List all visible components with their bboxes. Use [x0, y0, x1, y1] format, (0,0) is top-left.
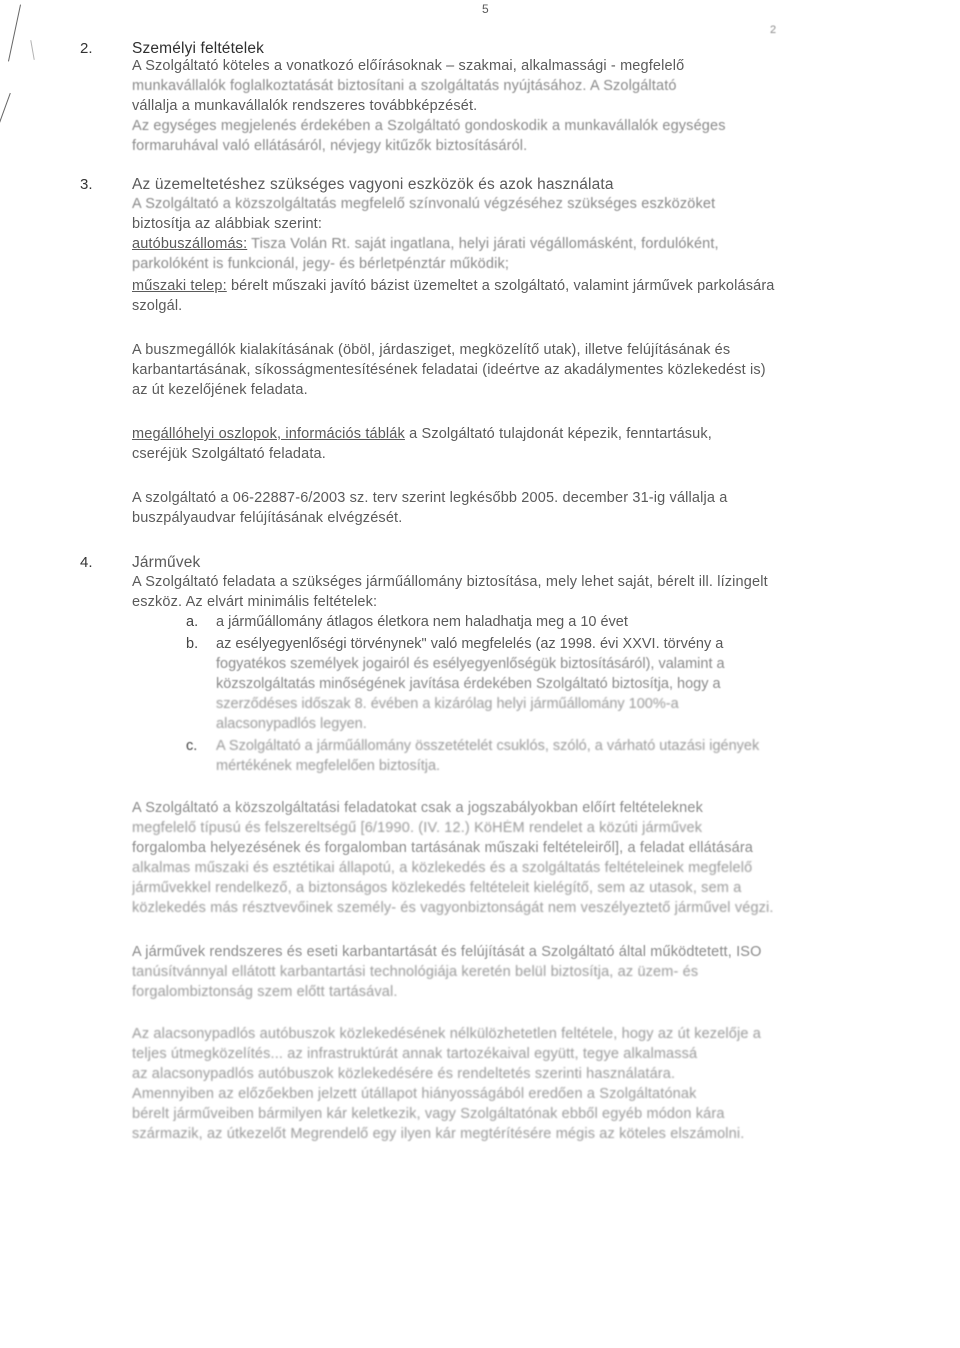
stops-para-line: karbantartásának, síkosságmentesítésének feladatai (ideértve az akadálymentes közlekedést is) — [132, 362, 766, 378]
section-4-number: 4. — [80, 554, 93, 571]
list-item-text: az esélyegyenlőségi törvénynek" való megfelelés (az 1998. évi XXVI. törvény a — [216, 636, 724, 652]
tech-site-text: bérelt műszaki javító bázist üzemeltet a szolgáltató, valamint járművek parkolására — [226, 278, 775, 294]
section-3-intro-line: A Szolgáltató a közszolgáltatás megfelelő színvonalú végzéséhez szükséges eszközöket — [132, 196, 716, 212]
corner-mark: 2 — [770, 24, 777, 36]
section-2-line: vállalja a munkavállalók rendszeres továbbképzését. — [132, 98, 478, 114]
lane-para-line: buszpályaudvar felújításának elvégzését. — [132, 510, 403, 526]
list-item-text: a járműállomány átlagos életkora nem haladhatja meg a 10 évet — [216, 614, 628, 630]
poles-text: a Szolgáltató tulajdonát képezik, fenntartásuk, — [404, 426, 712, 442]
list-item-marker: b. — [186, 636, 199, 652]
tech-site-label: műszaki telep: — [132, 278, 227, 294]
tech-site-line — [132, 278, 872, 295]
lowfloor-para-line: származik, az útkezelőt Megrendelő egy ilyen kár megtérítésére mégis az köteles elszámolni. — [132, 1126, 745, 1142]
bus-station-text: Tisza Volán Rt. saját ingatlana, helyi járati végállomásként, fordulóként, — [247, 236, 719, 252]
maintenance-para-line: forgalombiztonság szem előtt tartásával. — [132, 984, 398, 1000]
list-item-text: mértékének megfelelően biztosítja. — [216, 758, 441, 774]
section-3-intro-line: biztosítja az alábbiak szerint: — [132, 216, 323, 232]
bus-station-line — [132, 236, 872, 253]
list-item-marker: c. — [186, 738, 198, 754]
page-number: 5 — [482, 2, 489, 16]
list-item-text: alacsonypadlós legyen. — [216, 716, 367, 732]
section-2-number: 2. — [80, 40, 93, 57]
lowfloor-para-line: teljes útmegközelítés... az infrastruktúrát annak tartozékaival együtt, tegye alkalmassá — [132, 1046, 698, 1062]
list-item-text: szerződéses időszak 8. évében a kizárólag helyi járműállomány 100%-a — [216, 696, 679, 712]
section-2-line: Az egységes megjelenés érdekében a Szolgáltató gondoskodik a munkavállalók egységes — [132, 118, 726, 134]
section-2-line: munkavállalók foglalkoztatását biztosítani a szolgáltatás nyújtásához. A Szolgáltató — [132, 78, 677, 94]
vehicle-para-line: A Szolgáltató a közszolgáltatási feladatokat csak a jogszabályokban előírt feltételeknek — [132, 800, 703, 816]
stops-para-line: az út kezelőjének feladata. — [132, 382, 308, 398]
list-item-text: fogyatékos személyek jogairól és esélyegyenlőségük biztosításáról), valamint a — [216, 656, 725, 672]
lane-para-line: A szolgáltató a 06-22887-6/2003 sz. terv szerint legkésőbb 2005. december 31-ig vállalja a — [132, 490, 728, 506]
list-item-text: A Szolgáltató a járműállomány összetételét csuklós, szóló, a várható utazási igények — [216, 738, 760, 754]
lowfloor-para-line: az alacsonypadlós autóbuszok közlekedésére és rendeltetés szerinti használatára. — [132, 1066, 676, 1082]
section-4-intro-line: eszköz. Az elvárt minimális feltételek: — [132, 594, 378, 610]
bus-station-cont: parkolóként is funkcionál, jegy- és bérletpénztár működik; — [132, 256, 510, 272]
scan-artifact-mark — [30, 40, 34, 60]
section-4-heading: Járművek — [132, 554, 201, 571]
vehicle-para-line: járművekkel rendelkező, a biztonságos közlekedés feltételeit kielégítő, sem az utasok, sem a — [132, 880, 742, 896]
maintenance-para-line: A járművek rendszeres és eseti karbantartását és felújítását a Szolgáltató által működtetett, ISO — [132, 944, 762, 960]
vehicle-para-line: közlekedés más résztvevőinek személy- és vagyonbiztonságát nem veszélyeztető járművel végzi. — [132, 900, 774, 916]
lowfloor-para-line: Az alacsonypadlós autóbuszok közlekedésének nélkülözhetetlen feltétele, hogy az út kezelője a — [132, 1026, 761, 1042]
tech-site-cont: szolgál. — [132, 298, 183, 314]
vehicle-para-line: alkalmas műszaki és esztétikai állapotú, a közlekedés és a szolgáltatás feltételeinek megfelelő — [132, 860, 753, 876]
section-3-number: 3. — [80, 176, 93, 193]
section-3-heading: Az üzemeltetéshez szükséges vagyoni eszközök és azok használata — [132, 176, 614, 193]
section-2-heading: Személyi feltételek — [132, 40, 265, 57]
section-2-line: formaruhával való ellátásáról, névjegy kitűzők biztosításáról. — [132, 138, 528, 154]
poles-cont: cseréjük Szolgáltató feladata. — [132, 446, 326, 462]
list-item-marker: a. — [186, 614, 199, 630]
scan-artifact-mark — [0, 93, 11, 125]
list-item-text: közszolgáltatás minőségének javítása érdekében Szolgáltató biztosítja, hogy a — [216, 676, 721, 692]
bus-station-label: autóbuszállomás: — [132, 236, 248, 252]
lowfloor-para-line: Amennyiben az előzőekben jelzett útállapot hiányosságából eredően a Szolgáltatónak — [132, 1086, 697, 1102]
scan-artifact-mark — [8, 5, 21, 62]
vehicle-para-line: forgalomba helyezésének és forgalomban tartásának műszaki feltételeiről], a feladat ellátására — [132, 840, 754, 856]
maintenance-para-line: tanúsítvánnyal ellátott karbantartási technológiája keretén belül biztosítja, az üzem- és — [132, 964, 699, 980]
poles-label: megállóhelyi oszlopok, információs táblák — [132, 426, 405, 442]
section-4-intro-line: A Szolgáltató feladata a szükséges járműállomány biztosítása, mely lehet saját, bérelt ill. lízingelt — [132, 574, 768, 590]
vehicle-para-line: megfelelő típusú és felszereltségű [6/1990. (IV. 12.) KöHÉM rendelet a közúti járművek — [132, 820, 703, 836]
section-2-line: A Szolgáltató köteles a vonatkozó előírásoknak – szakmai, alkalmassági - megfelelő — [132, 58, 685, 74]
poles-line — [132, 426, 872, 443]
stops-para-line: A buszmegállók kialakításának (öböl, járdasziget, megközelítő utak), illetve felújításának és — [132, 342, 731, 358]
lowfloor-para-line: bérelt járműveiben bármilyen kár keletkezik, vagy Szolgáltatónak ebből egyéb módon kára — [132, 1106, 725, 1122]
